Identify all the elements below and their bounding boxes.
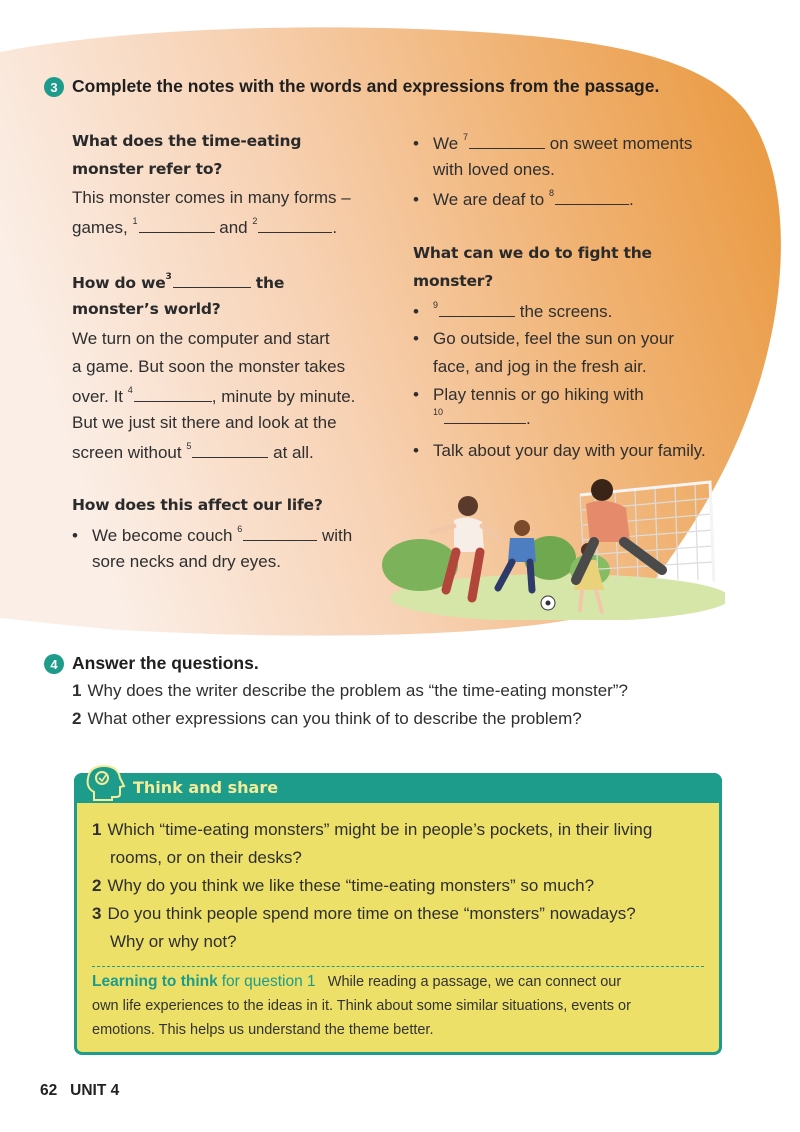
question-heading: monster?	[413, 272, 494, 290]
bullet-item: • Go outside, feel the sun on your	[413, 329, 674, 348]
blank-4[interactable]	[134, 387, 212, 402]
unit-label: UNIT 4	[70, 1082, 120, 1099]
blank-2[interactable]	[258, 218, 332, 233]
learning-to-think-tip: emotions. This helps us understand the theme better.	[92, 1022, 434, 1038]
question-heading: monster refer to?	[72, 160, 223, 178]
question-item: 2 What other expressions can you think of to describe the problem?	[72, 709, 582, 728]
learning-to-think-tip: Learning to think for question 1 While reading a passage, we can connect our	[92, 973, 622, 990]
question-heading: How does this affect our life?	[72, 496, 323, 514]
think-question: 2 Why do you think we like these “time-eating monsters” so much?	[92, 876, 595, 895]
think-and-share-title: Think and share	[133, 778, 279, 797]
blank-5[interactable]	[192, 443, 268, 458]
bullet-item: $^{10}$ .	[433, 407, 531, 428]
bullet-item: • Play tennis or go hiking with	[413, 385, 644, 404]
blank-10[interactable]	[444, 409, 526, 424]
bullet-item: • $^9$ the screens.	[413, 300, 613, 321]
question-heading: What can we do to fight the	[413, 244, 652, 262]
think-question: rooms, or on their desks?	[110, 848, 302, 867]
bullet-item: • We become couch $^6$ with	[72, 524, 353, 545]
bullet-item: with loved ones.	[433, 160, 555, 179]
blank-9[interactable]	[439, 302, 515, 317]
blank-6[interactable]	[243, 526, 317, 541]
question-heading: monster’s world?	[72, 300, 221, 318]
task-number-badge: 3	[44, 77, 64, 97]
note-text: This monster comes in many forms –	[72, 188, 351, 207]
task-number-badge: 4	[44, 654, 64, 674]
question-item: 1 Why does the writer describe the problem as “the time-eating monster”?	[72, 681, 628, 700]
bullet-item: sore necks and dry eyes.	[92, 552, 281, 571]
bullet-item: • Talk about your day with your family.	[413, 441, 706, 460]
thinking-head-icon	[84, 764, 128, 804]
note-text: We turn on the computer and start	[72, 329, 330, 348]
bullet-item: face, and jog in the fresh air.	[433, 357, 647, 376]
blank-3[interactable]	[173, 273, 251, 288]
family-football-illustration	[380, 470, 725, 620]
note-text: a game. But soon the monster takes	[72, 357, 346, 376]
task-title: Complete the notes with the words and expressions from the passage.	[72, 76, 660, 96]
blank-7[interactable]	[469, 134, 545, 149]
blank-1[interactable]	[139, 218, 215, 233]
think-question: Why or why not?	[110, 932, 237, 951]
note-text: over. It $^4$ , minute by minute.	[72, 385, 356, 406]
page-footer	[40, 1082, 119, 1100]
learning-to-think-tip: own life experiences to the ideas in it. Think about some similar situations, events or	[92, 998, 631, 1014]
question-heading: What does the time-eating	[72, 132, 302, 150]
bullet-item: • We are deaf to $^8$ .	[413, 188, 634, 209]
bullet-item: • We $^7$ on sweet moments	[413, 132, 693, 153]
note-text: games, $^1$ and $^2$ .	[72, 216, 338, 237]
note-text: screen without $^5$ at all.	[72, 441, 314, 462]
question-heading: How do $we^3$ the	[72, 272, 285, 292]
divider	[92, 966, 704, 967]
page-number: 62	[40, 1082, 58, 1099]
note-text: But we just sit there and look at the	[72, 413, 337, 432]
think-question: 3 Do you think people spend more time on these “monsters” nowadays?	[92, 904, 636, 923]
think-question: 1 Which “time-eating monsters” might be in people’s pockets, in their living	[92, 820, 653, 839]
blank-8[interactable]	[555, 190, 629, 205]
task-title: Answer the questions.	[72, 653, 259, 673]
